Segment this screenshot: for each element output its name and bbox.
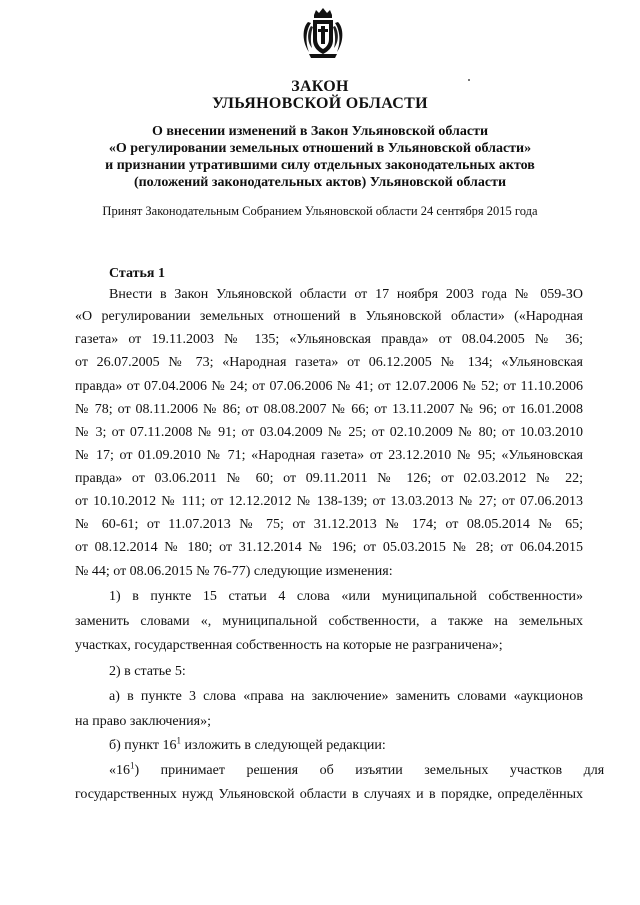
body-line: № 60-61; от 11.07.2013 № 75; от 31.12.2013 № 174; от 08.05.2014 № 65; [75,517,583,532]
body-line: от 08.12.2014 № 180; от 31.12.2014 № 196; от 05.03.2015 № 28; от 06.04.2015 [75,540,583,555]
adoption-note: Принят Законодательным Собранием Ульяновской области 24 сентября 2015 года [102,204,538,218]
superscript: 1 [176,735,182,746]
line-text: б) пункт 16 [109,738,177,753]
body-line: Внести в Закон Ульяновской области от 17 ноября 2003 года № 059-ЗО [109,287,583,302]
body-line [109,760,605,779]
line-text: «16 [109,763,130,778]
law-subtitle-line: О внесении изменений в Закон Ульяновской области [151,124,489,139]
body-line: 2) в статье 5: [109,664,186,679]
body-line: государственных нужд Ульяновской области в случаях и в порядке, определённых [75,787,583,802]
body-line: участках, государственная собственность на которые не разграничена»; [75,638,503,653]
law-region: УЛЬЯНОВСКОЙ ОБЛАСТИ [212,95,428,112]
body-line: а) в пункте 3 слова «права на заключение» заменить словами «аукционов [109,689,583,704]
law-title: ЗАКОН [291,78,349,95]
body-line: № 3; от 07.11.2008 № 91; от 03.04.2009 № 25; от 02.10.2009 № 80; от 10.03.2010 [75,425,583,440]
body-line: 1) в пункте 15 статьи 4 слова «или муниципальной собственности» [109,589,583,604]
law-subtitle-line: (положений законодательных актов) Ульяновской области [133,175,507,190]
body-line: № 78; от 08.11.2006 № 86; от 08.08.2007 № 66; от 13.11.2007 № 96; от 16.01.2008 [75,402,583,417]
body-line: «О регулировании земельных отношений в Ульяновской области» («Народная [75,309,583,324]
superscript: 1 [130,760,135,771]
body-line: заменить словами «, муниципальной собственности, а также на земельных [75,614,583,629]
line-text: ) принимает решения об изъятии земельных участков для [134,763,605,778]
body-line: от 10.10.2012 № 111; от 12.12.2012 № 138-139; от 13.03.2013 № 27; от 07.06.2013 [75,494,583,509]
law-subtitle-line: и признании утратившими силу отдельных законодательных актов [105,158,535,173]
body-line [109,735,583,754]
law-subtitle-line: «О регулировании земельных отношений в Ульяновской области» [108,141,532,156]
body-line: правда» от 03.06.2011 № 60; от 09.11.2011 № 126; от 02.03.2012 № 22; [75,471,583,486]
body-line: № 44; от 08.06.2015 № 76-77) следующие изменения: [75,564,393,579]
body-line: на право заключения»; [75,714,211,729]
line-text: изложить в следующей редакции: [184,738,386,753]
body-line: № 17; от 01.09.2010 № 71; «Народная газета» от 23.12.2010 № 95; «Ульяновская [75,448,583,463]
body-line: газета» от 19.11.2003 № 135; «Ульяновская правда» от 08.04.2005 № 36; [75,332,583,347]
article-heading: Статья 1 [109,266,165,281]
body-line: от 26.07.2005 № 73; «Народная газета» от 06.12.2005 № 134; «Ульяновская [75,355,583,370]
body-line: правда» от 07.04.2006 № 24; от 07.06.2006 № 41; от 12.07.2006 № 52; от 11.10.2006 [75,379,583,394]
coat-of-arms-emblem [299,8,347,60]
